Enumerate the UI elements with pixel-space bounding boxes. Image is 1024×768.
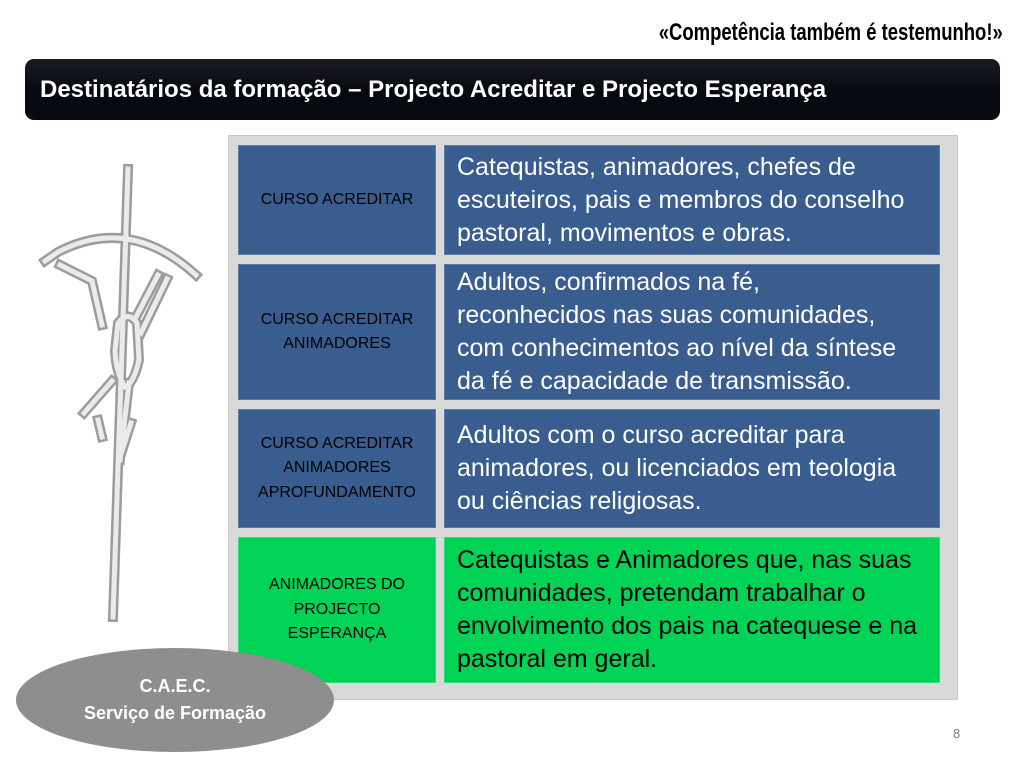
audience-cell (444, 537, 940, 683)
audience-text-line: Catequistas, animadores, chefes de (457, 152, 856, 181)
audience-cell (444, 409, 940, 528)
audience-text-line: pastoral, movimentos e obras. (457, 218, 792, 247)
table-row (228, 264, 958, 400)
crucifix-icon (30, 155, 205, 625)
audience-text-line: envolvimento dos pais na catequese e na (457, 612, 918, 640)
audience-cell (444, 264, 940, 400)
audience-text-line: Catequistas e Animadores que, nas suas (457, 546, 912, 574)
table-row (228, 145, 958, 255)
course-cell (238, 409, 436, 528)
page-number: 8 (953, 726, 961, 741)
course-cell (238, 264, 436, 400)
audience-text-line: Adultos, confirmados na fé, (457, 268, 760, 296)
course-label-line: CURSO ACREDITAR (260, 190, 414, 208)
course-label-line: ESPERANÇA (287, 625, 387, 643)
table-row (228, 537, 958, 683)
audience-text-line: reconhecidos nas suas comunidades, (457, 301, 876, 329)
audience-text-line: escuteiros, pais e membros do conselho (457, 185, 905, 214)
title-bar (25, 59, 1000, 120)
audience-table (228, 135, 958, 700)
audience-text-line: animadores, ou licenciados em teologia (457, 454, 897, 482)
course-label-line: ANIMADORES (283, 335, 391, 352)
course-cell (238, 145, 436, 255)
course-label-line: ANIMADORES DO (268, 576, 405, 594)
slide-title: Destinatários da formação – Projecto Acreditar e Projecto Esperança (40, 76, 827, 103)
slide-tagline: «Competência também é testemunho!» (658, 19, 1003, 46)
course-label-line: CURSO ACREDITAR (260, 310, 414, 328)
audience-text-line: Adultos com o curso acreditar para (457, 421, 845, 449)
table-row (228, 409, 958, 528)
course-label-line: CURSO ACREDITAR (260, 434, 414, 452)
organization-badge (16, 648, 334, 752)
audience-text-line: com conhecimentos ao nível da síntese (457, 334, 897, 362)
audience-text-line: da fé e capacidade de transmissão. (457, 367, 852, 395)
badge-acronym: C.A.E.C. (139, 676, 211, 696)
audience-text-line: comunidades, pretendam trabalhar o (457, 579, 866, 607)
audience-text-line: ou ciências religiosas. (457, 487, 702, 515)
badge-department: Serviço de Formação (83, 703, 267, 723)
course-label-line: APROFUNDAMENTO (258, 483, 416, 501)
course-label-line: ANIMADORES (283, 459, 391, 477)
audience-text-line: pastoral em geral. (457, 645, 658, 673)
audience-cell (444, 145, 940, 255)
course-label-line: PROJECTO (293, 600, 381, 618)
